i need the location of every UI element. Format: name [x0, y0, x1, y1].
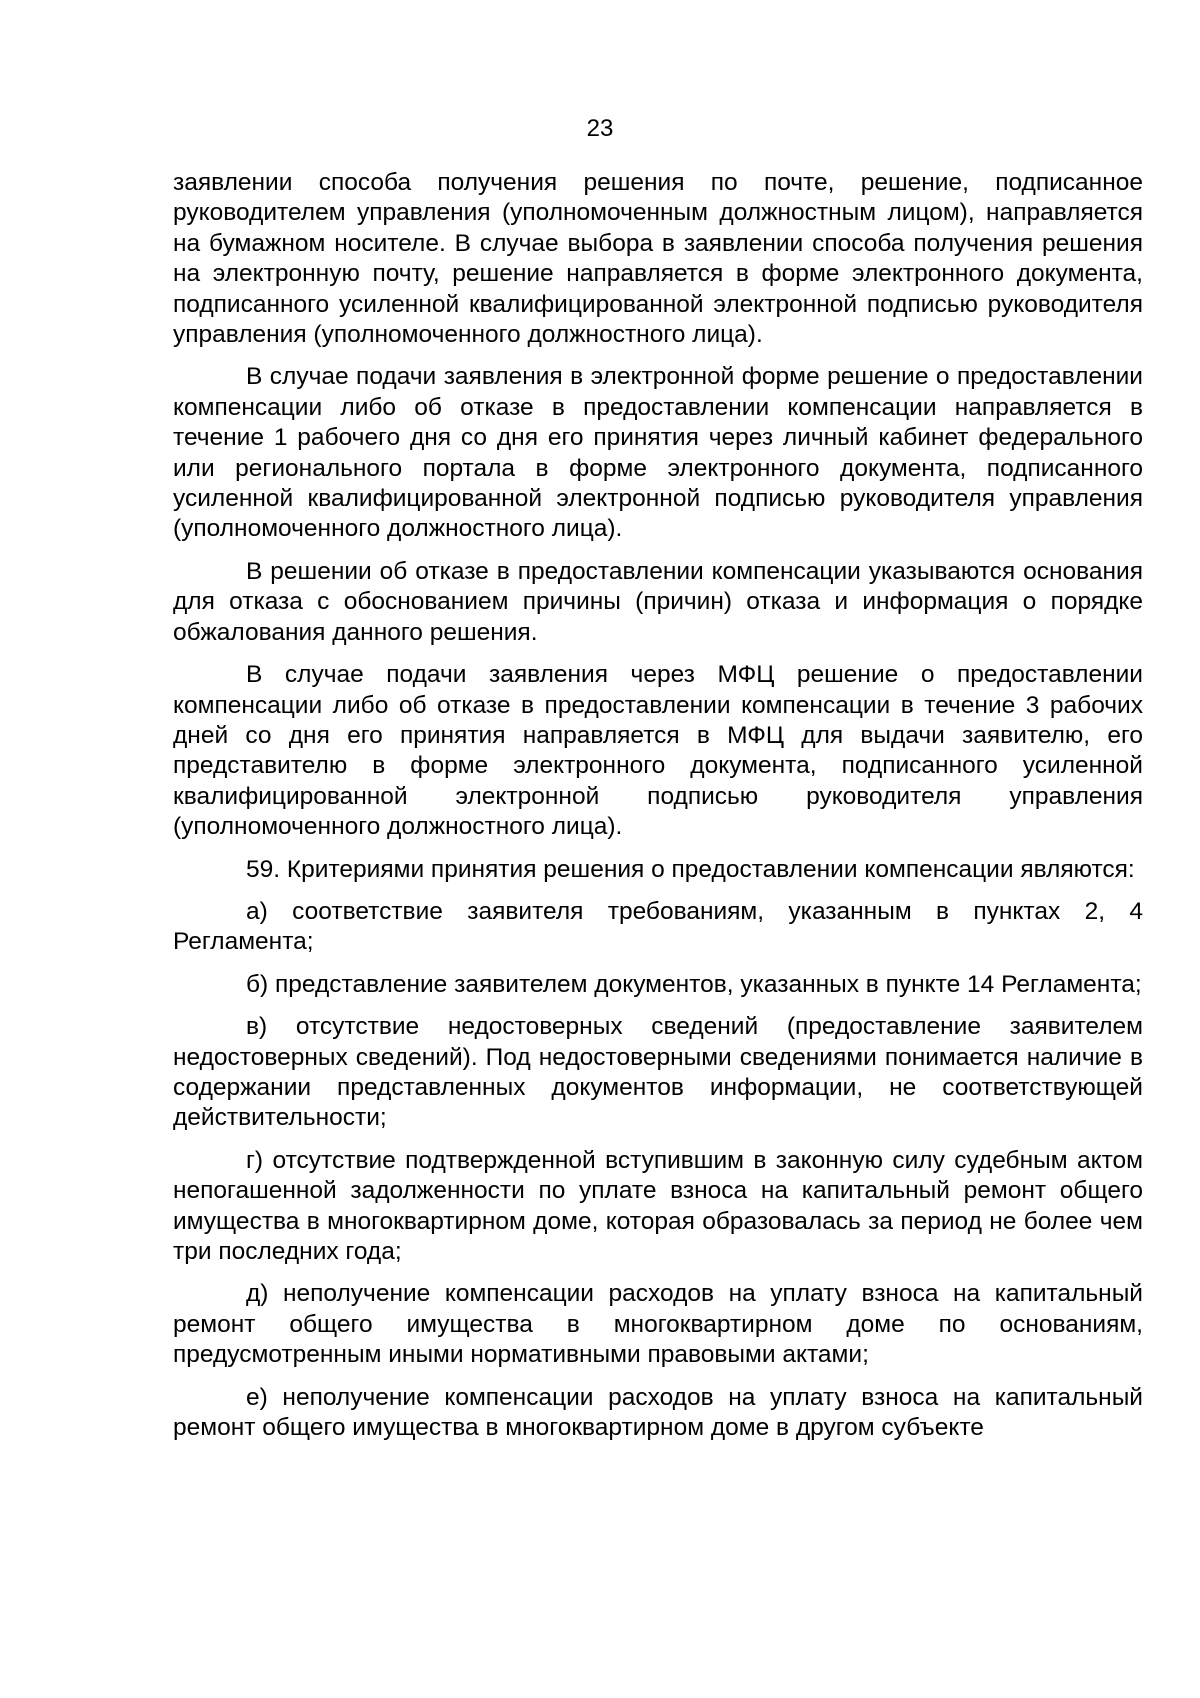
paragraph-mfc-submission: В случае подачи заявления через МФЦ решение о предоставлении компенсации либо об отказе в предоставлении компенсации в течение 3 рабочих дней со дня его принятия направляется в МФЦ для выдачи заявителю, его представителю в форме электронного документа, подписанного усиленной квалифицированной электронной подписью руководителя управления (уполномоченного должностного лица). [173, 661, 1143, 841]
paragraph-electronic-submission: В случае подачи заявления в электронной форме решение о предоставлении компенсации либо об отказе в предоставлении компенсации направляется в течение 1 рабочего дня со дня его принятия через личный кабинет федерального или регионального портала в форме электронного документа, подписанного усиленной квалифицированной электронной подписью руководителя управления (уполномоченного должностного лица). [173, 363, 1143, 543]
list-item-g: г) отсутствие подтвержденной вступившим в законную силу судебным актом непогашенной задолженности по уплате взноса на капитальный ремонт общего имущества в многоквартирном доме, которая образовалась за период не более чем три последних года; [173, 1146, 1143, 1265]
document-body [173, 168, 1143, 1455]
list-item-a: а) соответствие заявителя требованиям, указанным в пунктах 2, 4 Регламента; [173, 897, 1143, 956]
paragraph-decision-delivery-continued: заявлении способа получения решения по почте, решение, подписанное руководителем управления (уполномоченным должностным лицом), направляется на бумажном носителе. В случае выбора в заявлении способа получения решения на электронную почту, решение направляется в форме электронного документа, подписанного усиленной квалифицированной электронной подписью руководителя управления (уполномоченного должностного лица). [173, 169, 1143, 349]
list-item-d: д) неполучение компенсации расходов на уплату взноса на капитальный ремонт общего имущества в многоквартирном доме по основаниям, предусмотренным иными нормативными правовыми актами; [173, 1280, 1143, 1369]
paragraph-criteria-59: 59. Критериями принятия решения о предоставлении компенсации являются: [246, 855, 1135, 883]
list-item-v: в) отсутствие недостоверных сведений (предоставление заявителем недостоверных сведений). Под недостоверными сведениями понимается наличие в содержании представленных документов информации, не соответствующей действительности; [173, 1013, 1143, 1132]
page-number: 23 [586, 115, 614, 142]
list-item-e: е) неполучение компенсации расходов на уплату взноса на капитальный ремонт общего имущества в многоквартирном доме в другом субъекте [173, 1383, 1143, 1442]
paragraph-refusal-grounds: В решении об отказе в предоставлении компенсации указываются основания для отказа с обоснованием причины (причин) отказа и информация о порядке обжалования данного решения. [173, 557, 1143, 646]
list-item-b: б) представление заявителем документов, указанных в пункте 14 Регламента; [246, 970, 1142, 998]
